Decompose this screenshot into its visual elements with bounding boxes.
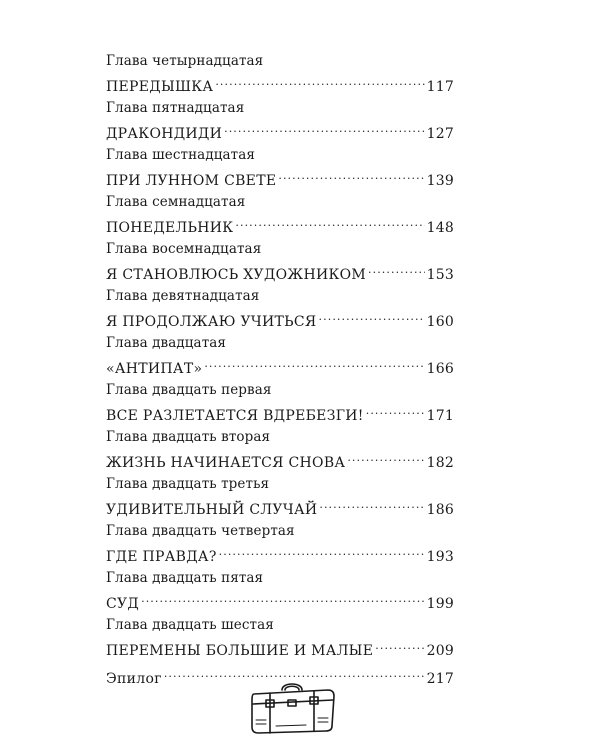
dot-leader: [319, 306, 425, 326]
page-number: 117: [426, 79, 454, 95]
toc-title-row: [106, 400, 454, 424]
toc-title-row: [106, 541, 454, 565]
page-number: 160: [426, 314, 454, 330]
chapter-title: ВСЕ РАЗЛЕТАЕТСЯ ВДРЕБЕЗГИ!: [106, 408, 364, 424]
chapter-label: Глава четырнадцатая: [106, 53, 264, 69]
chapter-label: Глава двадцать шестая: [106, 617, 274, 633]
page-number: 209: [426, 643, 454, 659]
dot-leader: [215, 71, 424, 91]
chapter-label: Глава двадцать четвертая: [106, 523, 295, 539]
toc-title-row: [106, 588, 454, 612]
chapter-label: Глава семнадцатая: [106, 194, 246, 210]
dot-leader: [278, 165, 424, 185]
chapter-label: Глава восемнадцатая: [106, 241, 262, 257]
dot-leader: [368, 259, 425, 279]
dot-leader: [366, 400, 425, 420]
toc-title-row: [106, 212, 454, 236]
toc-title-row: [106, 259, 454, 283]
dot-leader: [347, 447, 424, 467]
table-of-contents: [106, 52, 454, 687]
toc-entry: [106, 569, 454, 612]
toc-entry: [106, 99, 454, 142]
chapter-title: СУД: [106, 596, 140, 612]
page-number: 199: [426, 596, 454, 612]
toc-entry: [106, 287, 454, 330]
page-number: 171: [426, 408, 454, 424]
chapter-label: Глава двадцать третья: [106, 476, 270, 492]
chapter-title: ГДЕ ПРАВДА?: [106, 549, 217, 565]
chapter-label: Глава девятнадцатая: [106, 288, 260, 304]
toc-title-row: [106, 118, 454, 142]
chapter-label: Глава двадцать пятая: [106, 570, 264, 586]
toc-title-row: [106, 71, 454, 95]
toc-entry: [106, 240, 454, 283]
chapter-title: ЖИЗНЬ НАЧИНАЕТСЯ СНОВА: [106, 455, 346, 471]
dot-leader: [375, 635, 424, 655]
dot-leader: [224, 118, 425, 138]
chapter-label: Глава двадцатая: [106, 335, 227, 351]
chapter-title: ПЕРЕМЕНЫ БОЛЬШИЕ И МАЛЫЕ: [106, 643, 374, 659]
chapter-label: Глава двадцать вторая: [106, 429, 271, 445]
page-number: 127: [426, 126, 454, 142]
chapter-title: ДРАКОНДИДИ: [106, 126, 223, 142]
dot-leader: [141, 588, 425, 608]
toc-entry: [106, 52, 454, 95]
chapter-label: Глава пятнадцатая: [106, 100, 245, 116]
page-number: 139: [426, 173, 454, 189]
chapter-title: ПОНЕДЕЛЬНИК: [106, 220, 234, 236]
chapter-title: Я СТАНОВЛЮСЬ ХУДОЖНИКОМ: [106, 267, 367, 283]
dot-leader: [319, 494, 424, 514]
toc-title-row: [106, 165, 454, 189]
toc-title-row: [106, 494, 454, 518]
toc-entry: [106, 334, 454, 377]
chapter-title: Я ПРОДОЛЖАЮ УЧИТЬСЯ: [106, 314, 317, 330]
page-number: 166: [426, 361, 454, 377]
chapter-title: «АНТИПАТ»: [106, 361, 203, 377]
toc-title-row: [106, 353, 454, 377]
toc-title-row: [106, 635, 454, 659]
toc-entry: [106, 193, 454, 236]
toc-entry: [106, 475, 454, 518]
page-number: 148: [426, 220, 454, 236]
page-number: 182: [426, 455, 454, 471]
dot-leader: [204, 353, 424, 373]
toc-entry: [106, 616, 454, 659]
toc-entry: [106, 146, 454, 189]
chapter-label: Глава шестнадцатая: [106, 147, 255, 163]
toc-entry: [106, 381, 454, 424]
chapter-title: ПРИ ЛУННОМ СВЕТЕ: [106, 173, 277, 189]
suitcase-icon: [246, 676, 338, 738]
chapter-title: ПЕРЕДЫШКА: [106, 79, 214, 95]
dot-leader: [219, 541, 425, 561]
chapter-label: Глава двадцать первая: [106, 382, 272, 398]
page-number: 217: [426, 671, 454, 687]
page-number: 193: [426, 549, 454, 565]
epilog-title: Эпилог: [106, 671, 162, 687]
page-number: 186: [426, 502, 454, 518]
toc-title-row: [106, 306, 454, 330]
chapter-title: УДИВИТЕЛЬНЫЙ СЛУЧАЙ: [106, 502, 318, 518]
toc-entry: [106, 522, 454, 565]
page-number: 153: [426, 267, 454, 283]
toc-title-row: [106, 447, 454, 471]
dot-leader: [235, 212, 424, 232]
toc-entry: [106, 428, 454, 471]
